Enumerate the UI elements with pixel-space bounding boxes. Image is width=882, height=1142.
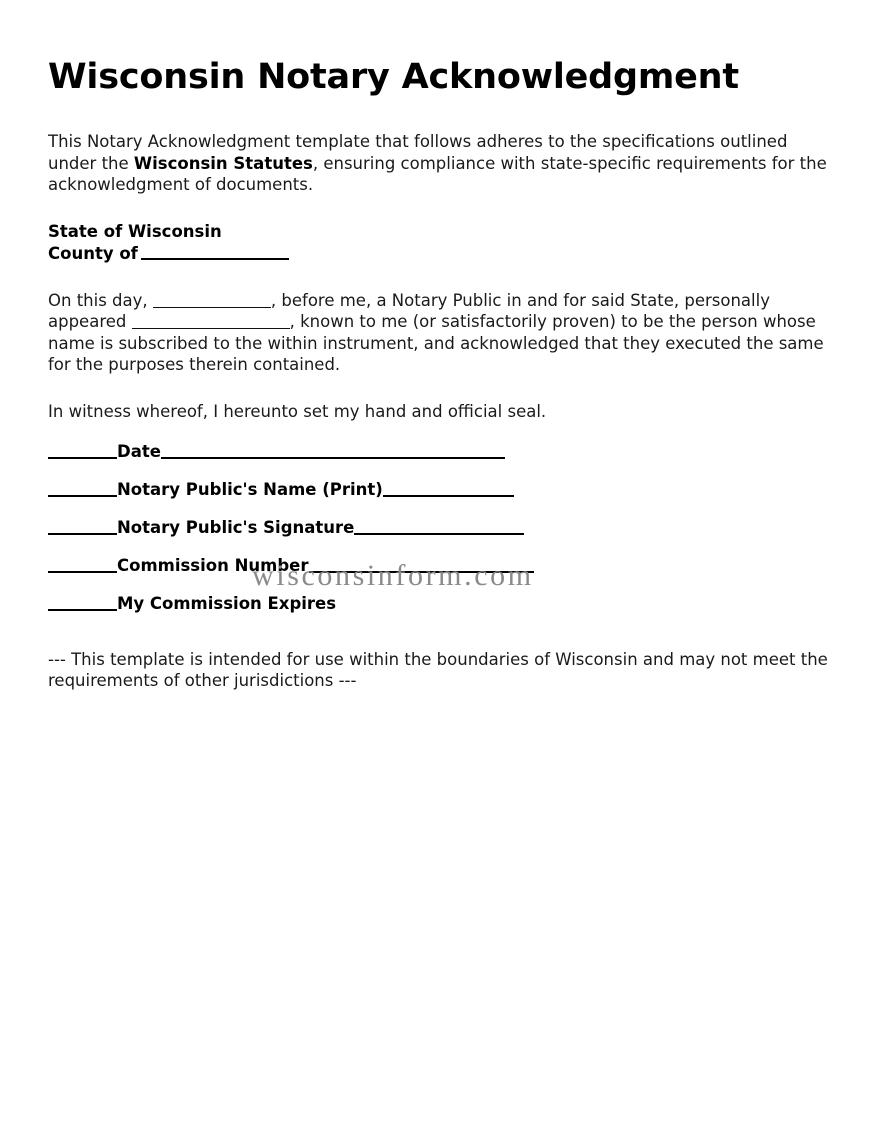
witness-statement: In witness whereof, I hereunto set my hand and official seal.: [48, 401, 547, 421]
notary-name-lead-rule[interactable]: [48, 480, 117, 497]
field-row-commission-number: [48, 556, 834, 594]
venue-block: [48, 221, 834, 265]
county-of-line: [48, 243, 834, 265]
document-content: [48, 56, 834, 708]
site-watermark: wisconsinform.com: [252, 559, 534, 592]
acknowledgment-segment-3: , known to me (or satisfactorily proven) to be the person whose name is subscribed to the within instrument, and acknowledged that they executed the same for the purposes therein contained.: [48, 312, 824, 374]
acknowledgment-segment-1: On this day,: [48, 290, 153, 310]
field-label-commission-expires: My Commission Expires: [117, 594, 337, 613]
signature-fields-block: [48, 442, 834, 632]
field-label-commission-number: Commission Number: [117, 556, 309, 575]
date-trail-rule[interactable]: [161, 442, 505, 459]
intro-text-after-statutes: , ensuring compliance with state-specific requirements for the acknowledgment of documents.: [48, 153, 827, 194]
wisconsin-statutes-emphasis: Wisconsin Statutes: [133, 153, 313, 173]
county-of-label: County of: [48, 243, 138, 263]
appearer-name-blank-field[interactable]: [132, 315, 290, 329]
notary-signature-trail-rule[interactable]: [354, 518, 524, 535]
spacer-after-intro: [48, 196, 834, 221]
field-row-notary-signature: [48, 518, 834, 556]
notary-name-trail-rule[interactable]: [383, 480, 514, 497]
spacer-after-acknowledgment: [48, 376, 834, 401]
page-title: Wisconsin Notary Acknowledgment: [48, 57, 739, 97]
field-label-date: Date: [117, 442, 161, 461]
field-row-date: [48, 442, 834, 480]
spacer-after-title: [48, 98, 834, 131]
field-label-notary-signature: Notary Public's Signature: [117, 518, 355, 537]
state-of-wisconsin-line: State of Wisconsin: [48, 221, 222, 241]
notary-signature-lead-rule[interactable]: [48, 518, 117, 535]
commission-number-lead-rule[interactable]: [48, 556, 117, 573]
date-blank-field[interactable]: [153, 294, 271, 308]
intro-paragraph: [48, 131, 834, 196]
jurisdiction-disclaimer: --- This template is intended for use within the boundaries of Wisconsin and may not meet the requirements of other jurisdictions ---: [48, 649, 828, 690]
date-lead-rule[interactable]: [48, 442, 117, 459]
commission-expires-lead-rule[interactable]: [48, 594, 117, 611]
intro-text-before-statutes: This Notary Acknowledgment template that follows adheres to the specifications outlined under the: [48, 132, 788, 173]
commission-number-trail-rule[interactable]: [309, 556, 534, 573]
county-of-blank[interactable]: [141, 244, 289, 260]
acknowledgment-paragraph: [48, 290, 834, 376]
field-row-commission-expires: [48, 594, 834, 632]
acknowledgment-segment-2: , before me, a Notary Public in and for said State, personally appeared: [48, 290, 770, 331]
spacer-before-fields: [48, 422, 834, 442]
spacer-after-venue: [48, 265, 834, 290]
field-row-notary-name-print: [48, 480, 834, 518]
field-label-notary-name-print: Notary Public's Name (Print): [117, 480, 383, 499]
